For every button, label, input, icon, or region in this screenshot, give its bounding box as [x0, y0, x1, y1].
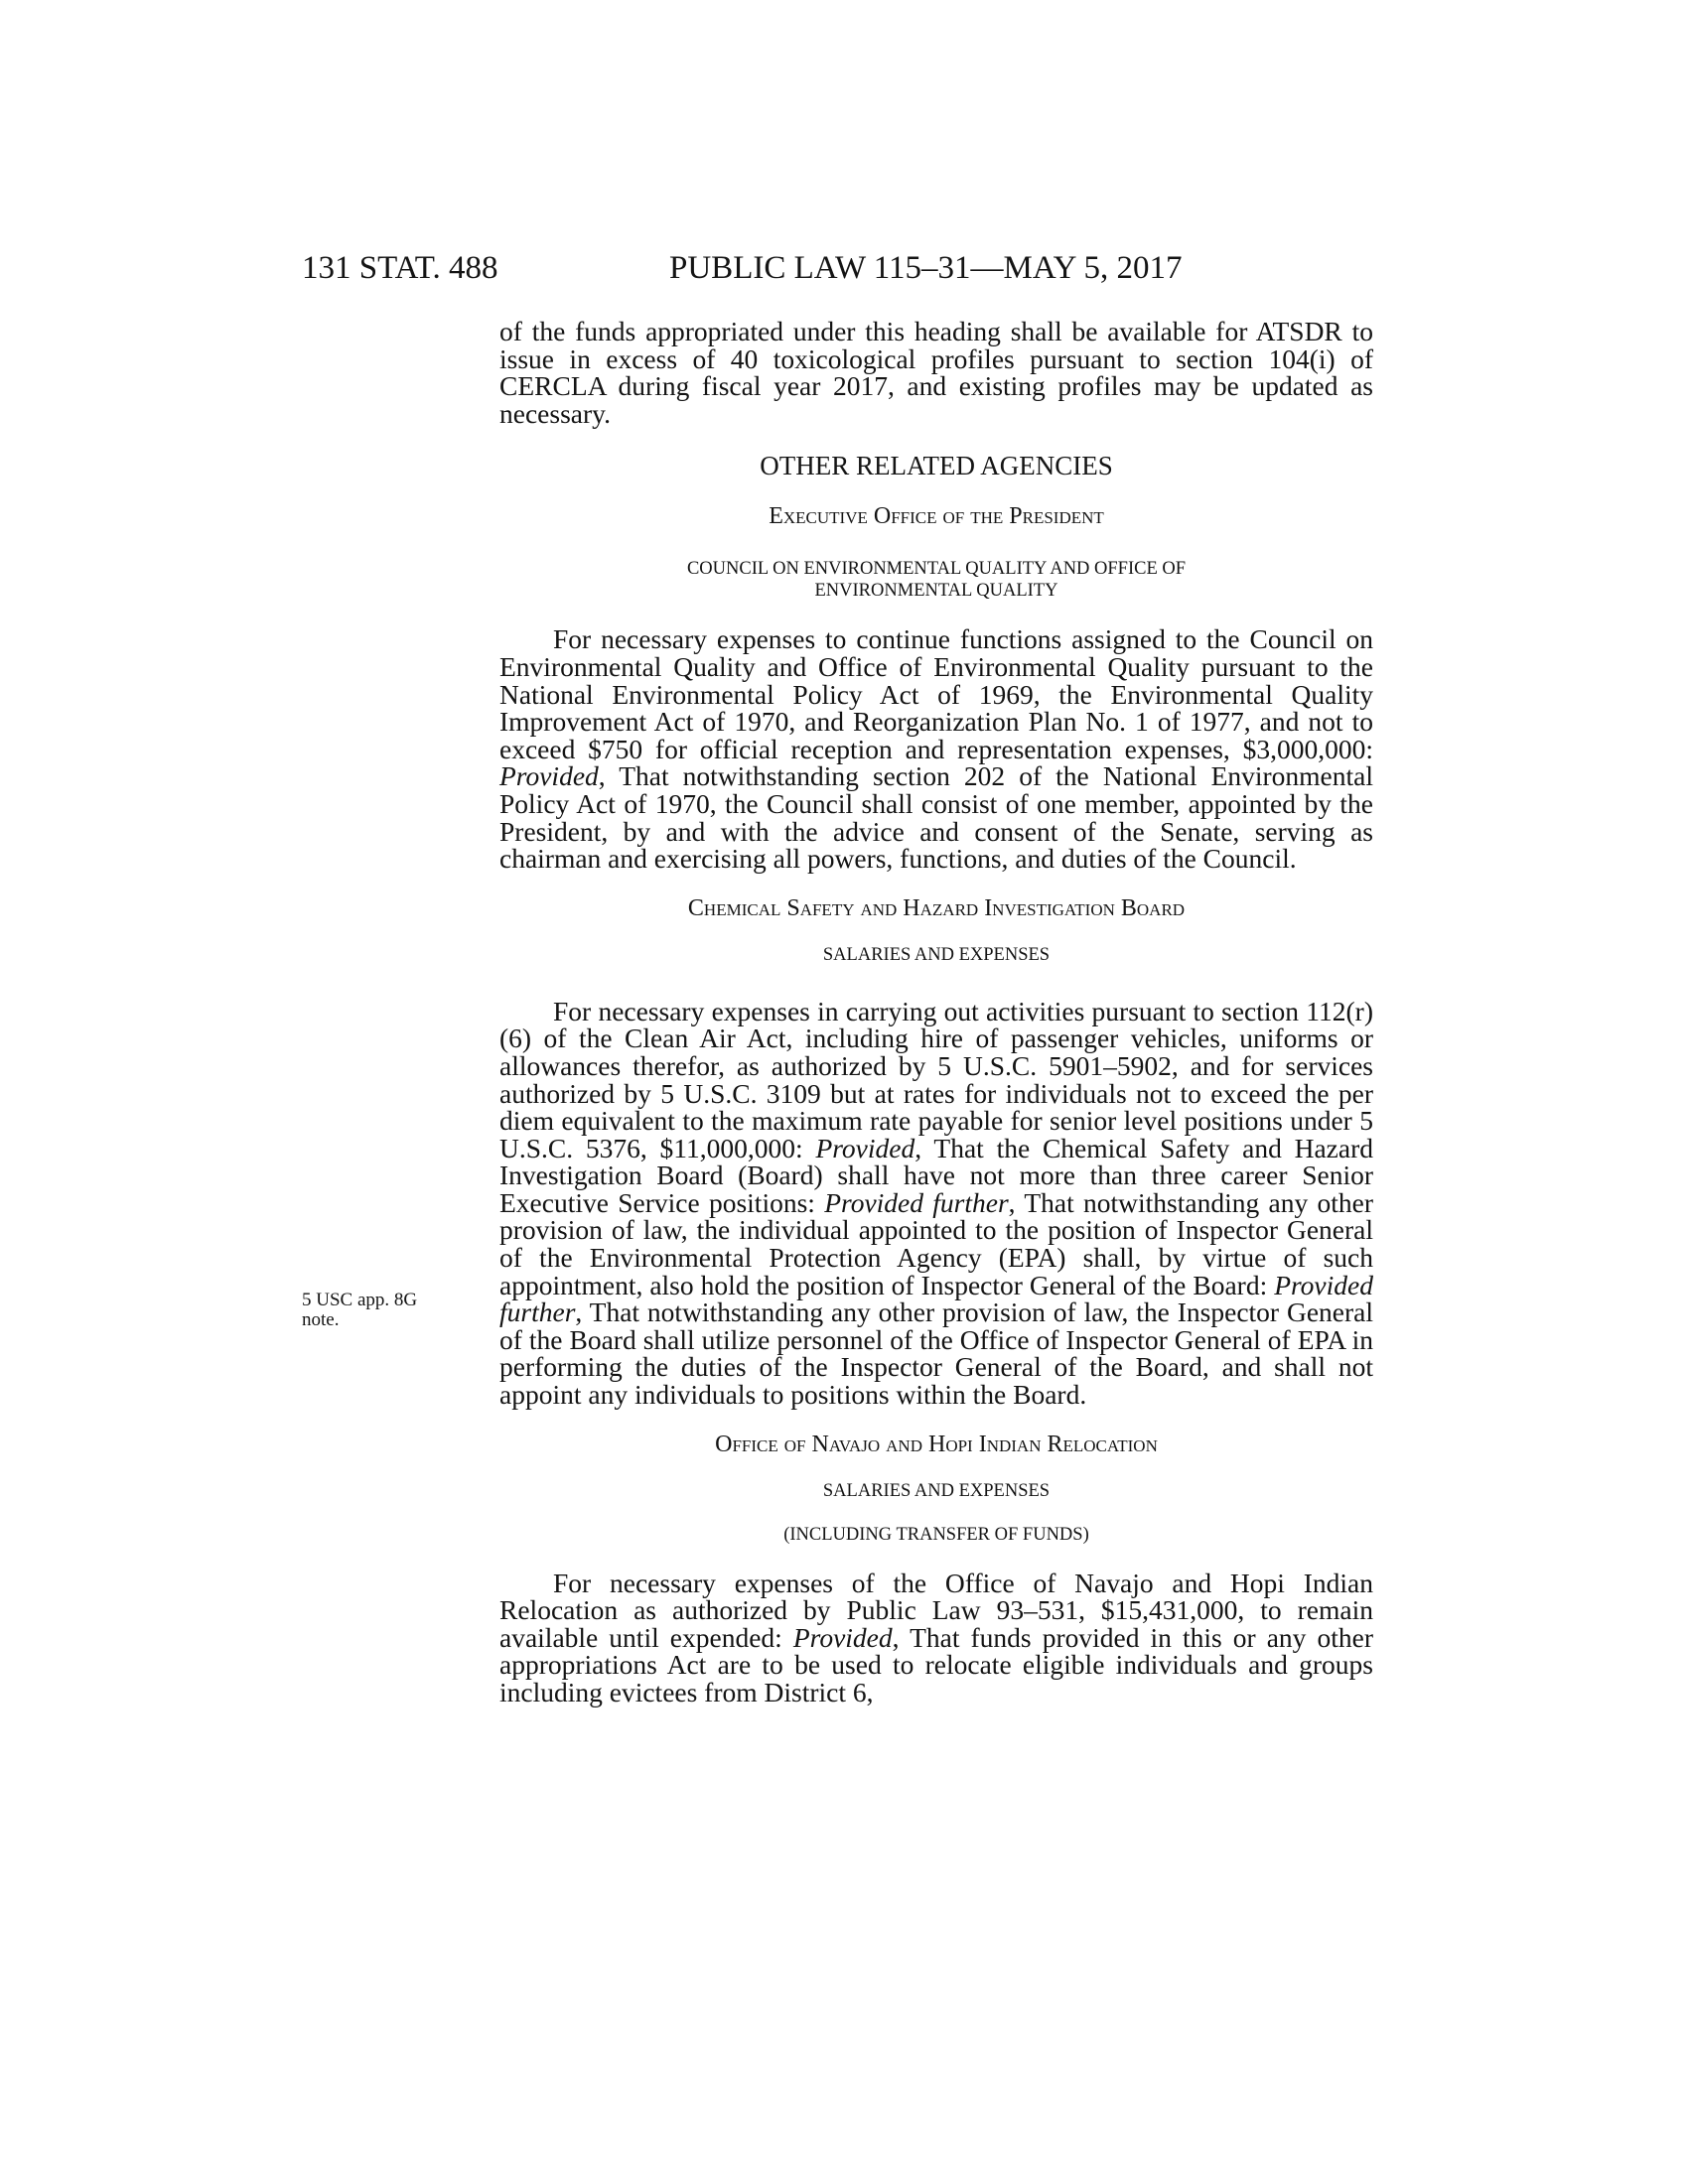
heading-navajo-hopi: Office of Navajo and Hopi Indian Relocation	[715, 1431, 1158, 1457]
heading-navajo-salaries: SALARIES AND EXPENSES	[822, 1480, 1051, 1501]
heading-csb: Chemical Safety and Hazard Investigation Board	[687, 894, 1186, 921]
csb-paragraph: For necessary expenses in carrying out activities pursuant to section 112(r)(6) of the Clean Air Act, including hire of passenger vehicles, uniforms or allowances therefor, as authorized by 5 U.S.C. 5901–5902, and for services authorized by 5 U.S.C. 3109 but at rates for individuals not to exceed the per diem equivalent to the maximum rate payable for senior level positions under 5 U.S.C. 5376, $11,000,000: Provided, That the Chemical Safety and Hazard Investigation Board (Board) shall have not more than three career Senior Executive Service positions: Provided further, That notwithstanding any other provision of law, the individual appointed to the position of Inspector General of the Environmental Protection Agency (EPA) shall, by virtue of such appointment, also hold the position of Inspector General of the Board: Provided further, That notwithstanding any other provision of law, the Inspector General of the Board shall utilize personnel of the Office of Inspector General of EPA in performing the duties of the Inspector General of the Board, and shall not appoint any individuals to positions within the Board.	[499, 995, 1373, 1411]
navajo-paragraph: For necessary expenses of the Office of Navajo and Hopi Indian Relocation as authorized by Public Law 93–531, $15,431,000, to remain available until expended: Provided, That funds provided in this or any other appropriations Act are to be used to relocate eligible individuals and groups including evictees from District 6,	[499, 1567, 1373, 1707]
provided-italic: Provided	[499, 760, 599, 792]
heading-executive-office: Executive Office of the President	[769, 503, 1104, 530]
margin-note-line2: note.	[302, 1309, 340, 1330]
provided-further-italic: Provided further	[824, 1186, 1009, 1218]
public-law-title: PUBLIC LAW 115–31—MAY 5, 2017	[669, 250, 1183, 286]
main-text-column	[499, 318, 1373, 1706]
provided-italic: Provided	[792, 1621, 893, 1653]
heading-csb-salaries: SALARIES AND EXPENSES	[822, 944, 1051, 965]
margin-note-line1: 5 USC app. 8G	[302, 1290, 418, 1310]
heading-other-related-agencies: OTHER RELATED AGENCIES	[760, 451, 1113, 481]
heading-ceq	[499, 558, 1373, 602]
page-header	[302, 248, 1196, 288]
stat-citation: 131 STAT. 488	[302, 250, 498, 286]
ceq-paragraph: For necessary expenses to continue functions assigned to the Council on Environmental Quality and Office of Environmental Quality pursuant to the National Environmental Policy Act of 1969, the Environmental Quality Improvement Act of 1970, and Reorganization Plan No. 1 of 1977, and not to exceed $750 for official reception and representation expenses, $3,000,000: Provided, That notwithstanding section 202 of the National Environmental Policy Act of 1970, the Council shall consist of one member, appointed by the President, by and with the advice and consent of the Senate, serving as chairman and exercising all powers, functions, and duties of the Council.	[499, 623, 1373, 875]
continuation-paragraph: of the funds appropriated under this heading shall be available for ATSDR to issue in excess of 40 toxicological profiles pursuant to section 104(i) of CERCLA during fiscal year 2017, and existing profiles may be updated as necessary.	[499, 316, 1373, 429]
heading-transfer-of-funds: (INCLUDING TRANSFER OF FUNDS)	[783, 1524, 1089, 1545]
margin-note	[302, 1291, 471, 1330]
heading-ceq-line2: ENVIRONMENTAL QUALITY	[814, 581, 1058, 602]
provided-italic: Provided	[815, 1132, 915, 1163]
provided-further-italic: Provided further	[499, 1269, 1373, 1328]
heading-ceq-line1: COUNCIL ON ENVIRONMENTAL QUALITY AND OFFICE OF	[686, 559, 1187, 580]
